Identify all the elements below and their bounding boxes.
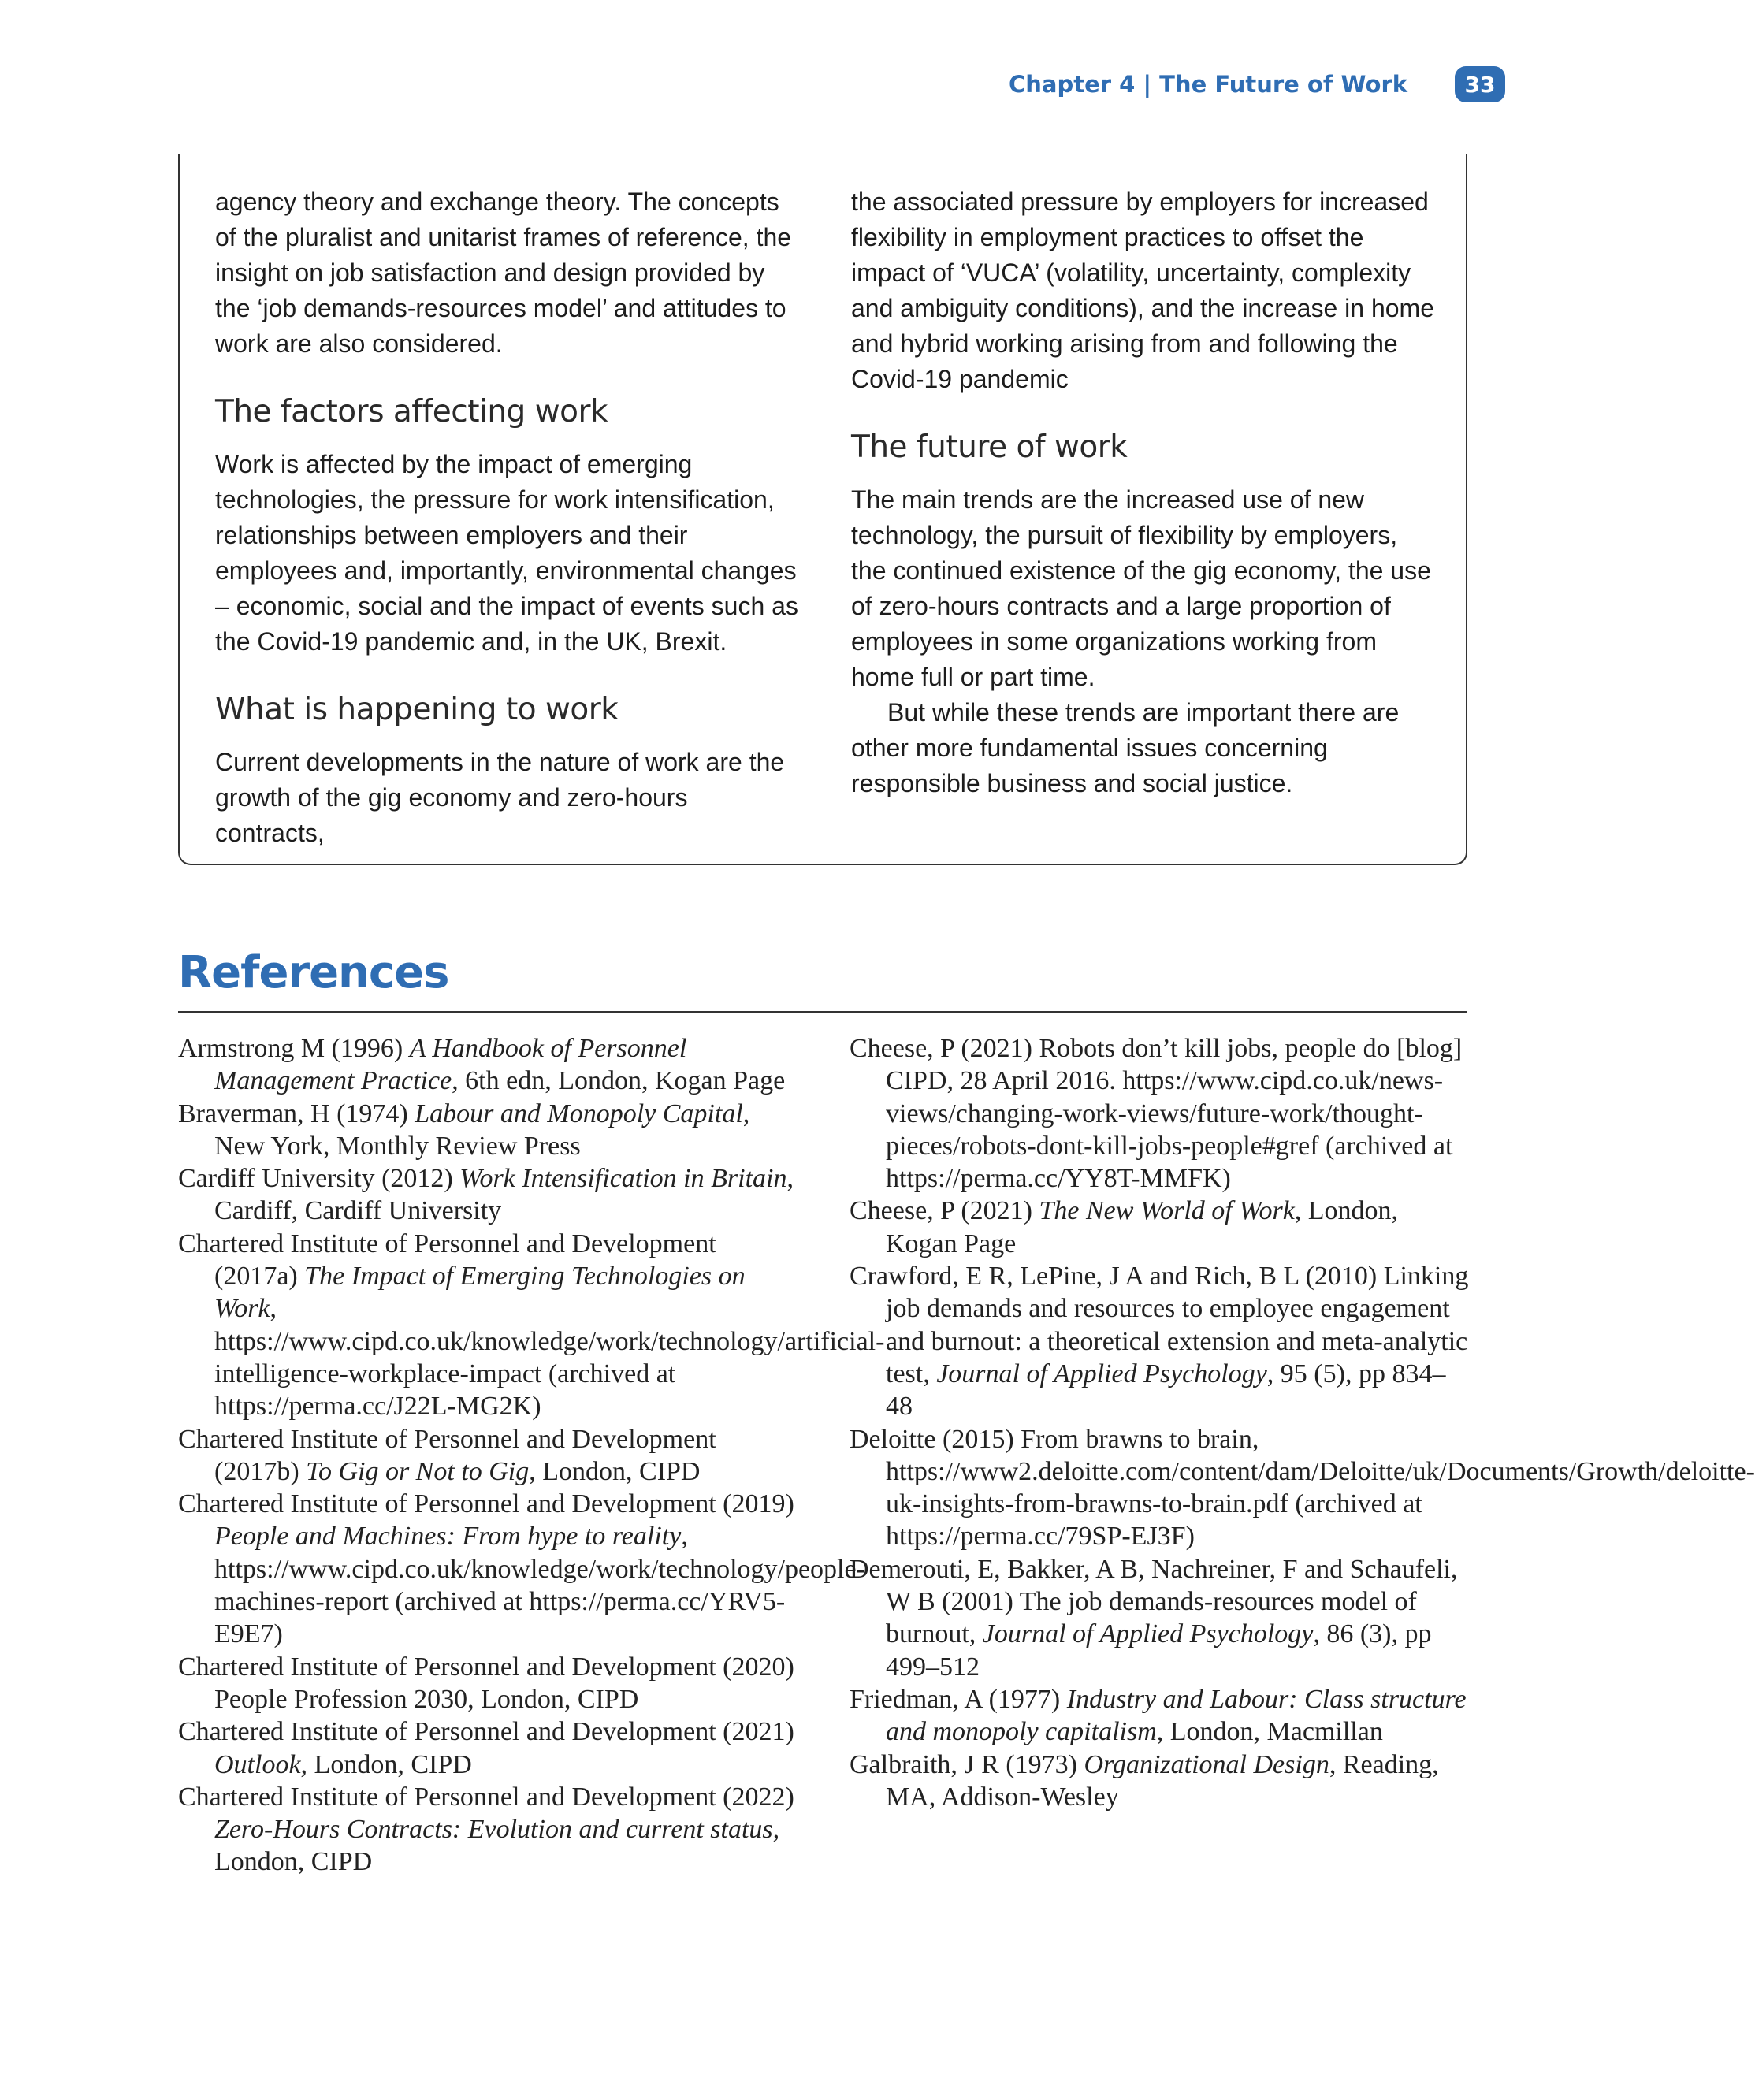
section-heading-future: The future of work	[851, 429, 1128, 465]
reference-entry: Braverman, H (1974) Labour and Monopoly Capital, New York, Monthly Review Press	[178, 1098, 750, 1161]
section-heading-happening: What is happening to work	[215, 692, 619, 727]
summary-left-column	[215, 184, 798, 851]
section-heading-factors: The factors affecting work	[215, 394, 608, 429]
continued-paragraph: the associated pressure by employers for increased flexibility in employment practices to offset the impact of ‘VUCA’ (volatility, uncertainty, complexity and ambiguity conditions), and the increase in home and hybrid working arising from and following the Covid-19 pandemic	[851, 188, 1434, 393]
reference-entry: Crawford, E R, LePine, J A and Rich, B L (2010) Linking job demands and resources to employee engagement and burnout: a theoretical extension and meta-analytic test, Journal of Applied Psychology, 95 (5), pp 834–48	[850, 1262, 1469, 1422]
references-right-column	[850, 1032, 1755, 1813]
reference-entry: Cheese, P (2021) Robots don’t kill jobs, people do [blog] CIPD, 28 April 2016. https://www.cipd.co.uk/news-views/changing-work-views/future-work/thought-pieces/robots-dont-kill-jobs-people#gref (archived at https://perma.cc/YY8T-MMFK)	[850, 1034, 1463, 1194]
running-header	[1009, 65, 1505, 104]
reference-entry: Deloitte (2015) From brawns to brain, https://www2.deloitte.com/content/dam/Deloitte/uk/Documents/Growth/deloitte-uk-insights-from-brawns-to-brain.pdf (archived at https://perma.cc/79SP-EJ3F)	[850, 1424, 1755, 1552]
section-text-future-2: But while these trends are important there are other more fundamental issues concerning responsible business and social justice.	[851, 698, 1400, 797]
section-text-future: The main trends are the increased use of new technology, the pursuit of flexibility by employers, the continued existence of the gig economy, the use of zero-hours contracts and a large proportion of employees in some organizations working from home full or part time.	[851, 485, 1431, 691]
reference-entry: Armstrong M (1996) A Handbook of Personnel Management Practice, 6th edn, London, Kogan Page	[178, 1034, 786, 1096]
reference-entry: Chartered Institute of Personnel and Development (2017b) To Gig or Not to Gig, London, CIPD	[178, 1424, 716, 1486]
reference-entry: Chartered Institute of Personnel and Development (2022) Zero-Hours Contracts: Evolution and current status, London, CIPD	[178, 1782, 794, 1877]
reference-entry: Friedman, A (1977) Industry and Labour: Class structure and monopoly capitalism, London, Macmillan	[850, 1684, 1467, 1747]
section-text-happening: Current developments in the nature of work are the growth of the gig economy and zero-hours contracts,	[215, 748, 785, 847]
summary-box	[178, 154, 1467, 865]
reference-entry: Cheese, P (2021) The New World of Work, London, Kogan Page	[850, 1196, 1399, 1258]
reference-entry: Cardiff University (2012) Work Intensification in Britain, Cardiff, Cardiff University	[178, 1164, 794, 1226]
references-divider	[178, 1011, 1467, 1013]
summary-right-column	[851, 184, 1434, 801]
reference-entry: Chartered Institute of Personnel and Development (2021) Outlook, London, CIPD	[178, 1717, 794, 1779]
reference-entry: Chartered Institute of Personnel and Development (2020) People Profession 2030, London, CIPD	[178, 1652, 794, 1714]
intro-paragraph: agency theory and exchange theory. The concepts of the pluralist and unitarist frames of reference, the insight on job satisfaction and design provided by the ‘job demands-resources model’ and attitudes to work are also considered.	[215, 188, 792, 358]
section-text-factors: Work is affected by the impact of emerging technologies, the pressure for work intensification, relationships between employers and their employees and, importantly, environmental changes – economic, social and the impact of events such as the Covid-19 pandemic and, in the UK, Brexit.	[215, 450, 798, 656]
reference-entry: Galbraith, J R (1973) Organizational Design, Reading, MA, Addison-Wesley	[850, 1749, 1439, 1812]
reference-entry: Chartered Institute of Personnel and Development (2017a) The Impact of Emerging Technologies on Work, https://www.cipd.co.uk/knowledge/work/technology/artificial-intelligence-workplace-impact (archived at https://perma.cc/J22L-MG2K)	[178, 1228, 885, 1422]
references-heading: References	[178, 947, 449, 998]
chapter-title: Chapter 4 | The Future of Work	[1009, 71, 1408, 98]
reference-entry: Demerouti, E, Bakker, A B, Nachreiner, F and Schaufeli, W B (2001) The job demands-resources model of burnout, Journal of Applied Psychology, 86 (3), pp 499–512	[850, 1554, 1458, 1682]
references-left-column	[178, 1032, 885, 1879]
reference-entry: Chartered Institute of Personnel and Development (2019) People and Machines: From hype to reality, https://www.cipd.co.uk/knowledge/work/technology/people-machines-report (archived at https://perma.cc/YRV5-E9E7)	[178, 1489, 865, 1649]
page-number: 33	[1455, 66, 1505, 102]
